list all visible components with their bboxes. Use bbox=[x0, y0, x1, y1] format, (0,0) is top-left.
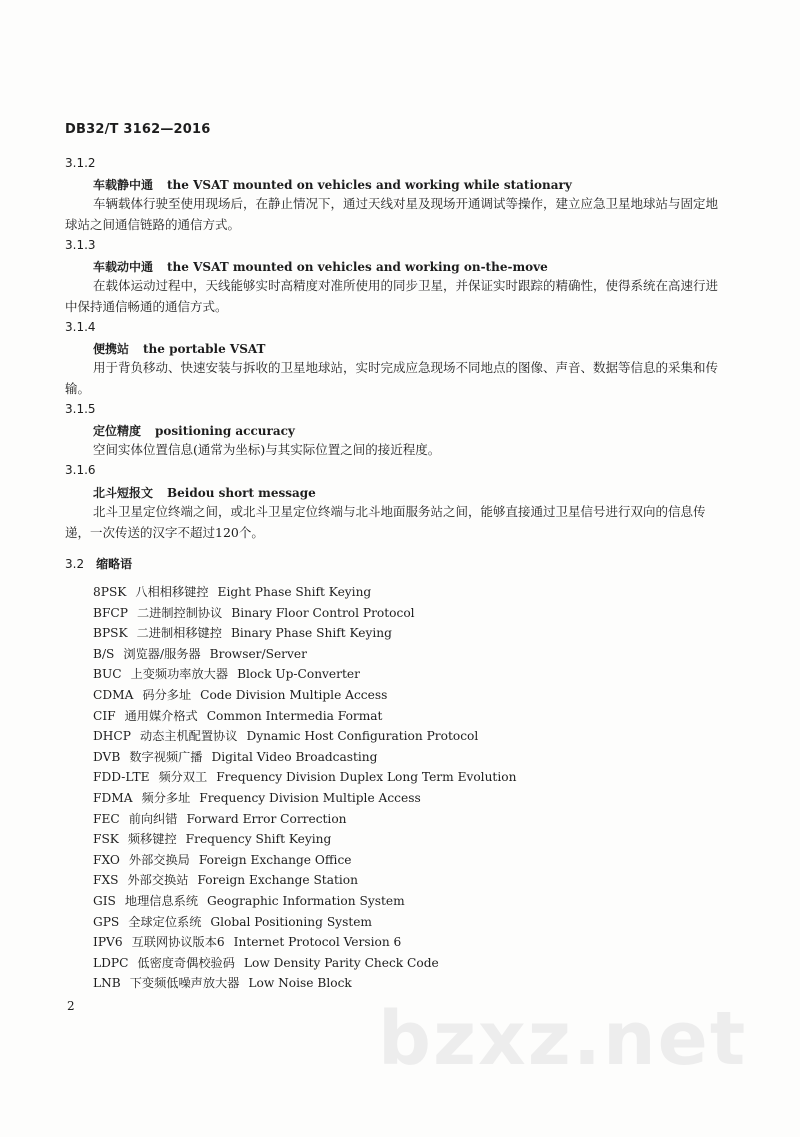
section-title: 缩略语 bbox=[96, 557, 133, 571]
abbreviation-list bbox=[93, 582, 525, 994]
abbreviation-abbr: LDPC bbox=[93, 955, 129, 970]
abbreviation-cn: 下变频低噪声放大器 bbox=[129, 976, 240, 991]
abbreviation-cn: 频分双工 bbox=[158, 770, 208, 785]
term-cn: 便携站 bbox=[93, 342, 130, 356]
definition-text: 用于背负移动、快速安装与拆收的卫星地球站，实时完成应急现场不同地点的图像、声音、数据等信息的采集和传输。 bbox=[65, 360, 719, 396]
abbreviation-row bbox=[93, 953, 525, 974]
abbreviation-abbr: FSK bbox=[93, 832, 119, 847]
abbreviation-cn: 八相相移键控 bbox=[135, 585, 209, 599]
term-en: Beidou short message bbox=[167, 486, 316, 500]
abbreviation-cn: 浏览器/服务器 bbox=[123, 646, 201, 661]
abbreviation-cn: 地理信息系统 bbox=[124, 893, 199, 908]
abbreviations-heading bbox=[65, 555, 132, 572]
abbreviation-abbr: CDMA bbox=[93, 687, 134, 702]
abbreviation-en: Frequency Shift Keying bbox=[185, 832, 332, 847]
term-heading bbox=[93, 484, 316, 501]
term-heading bbox=[93, 340, 265, 357]
abbreviation-row bbox=[93, 726, 525, 747]
abbreviation-row bbox=[93, 664, 525, 685]
abbreviation-cn: 低密度奇偶校验码 bbox=[137, 955, 235, 970]
term-cn: 车载动中通 bbox=[93, 260, 154, 274]
abbreviation-abbr: FEC bbox=[93, 811, 120, 826]
abbreviation-cn: 外部交换站 bbox=[127, 873, 189, 888]
document-id: DB32/T 3162—2016 bbox=[65, 122, 211, 137]
abbreviation-row bbox=[93, 788, 525, 809]
definition-text: 在载体运动过程中，天线能够实时高精度对准所使用的同步卫星，并保证实时跟踪的精确性，使得系统在高速行进中保持通信畅通的通信方式。 bbox=[65, 278, 719, 314]
abbreviation-row bbox=[93, 747, 525, 768]
abbreviation-abbr: DHCP bbox=[93, 729, 131, 744]
section-number: 3.1.6 bbox=[65, 463, 96, 477]
abbreviation-cn: 频分多址 bbox=[141, 790, 191, 805]
abbreviation-cn: 互联网协议版本6 bbox=[131, 935, 225, 950]
abbreviation-row bbox=[93, 809, 525, 830]
abbreviation-en: Frequency Division Duplex Long Term Evolution bbox=[216, 770, 517, 785]
abbreviation-en: Foreign Exchange Station bbox=[197, 873, 358, 888]
abbreviation-en: Digital Video Broadcasting bbox=[211, 749, 378, 764]
abbreviation-row bbox=[93, 623, 525, 644]
abbreviation-abbr: B/S bbox=[93, 646, 115, 661]
abbreviation-row bbox=[93, 850, 525, 871]
term-cn: 北斗短报文 bbox=[93, 486, 154, 500]
abbreviation-en: Binary Phase Shift Keying bbox=[230, 626, 392, 641]
term-cn: 定位精度 bbox=[93, 424, 142, 438]
term-heading bbox=[93, 258, 548, 275]
abbreviation-cn: 频移键控 bbox=[127, 832, 177, 847]
abbreviation-cn: 二进制控制协议 bbox=[136, 605, 223, 620]
abbreviation-abbr: BFCP bbox=[93, 605, 128, 620]
abbreviation-abbr: CIF bbox=[93, 708, 116, 723]
section-number: 3.2 bbox=[65, 557, 85, 571]
abbreviation-row bbox=[93, 685, 525, 706]
abbreviation-abbr: DVB bbox=[93, 749, 121, 764]
abbreviation-row bbox=[93, 891, 525, 912]
abbreviation-abbr: BUC bbox=[93, 667, 122, 682]
term-heading bbox=[93, 176, 572, 193]
page-number: 2 bbox=[67, 999, 75, 1013]
term-en: the portable VSAT bbox=[143, 342, 266, 356]
abbreviation-cn: 外部交换局 bbox=[128, 852, 190, 867]
abbreviation-row bbox=[93, 767, 525, 788]
abbreviation-en: Low Noise Block bbox=[248, 976, 352, 991]
abbreviation-en: Internet Protocol Version 6 bbox=[233, 935, 402, 950]
definition-text: 空间实体位置信息(通常为坐标)与其实际位置之间的接近程度。 bbox=[93, 442, 441, 457]
abbreviation-row bbox=[93, 706, 525, 727]
term-en: the VSAT mounted on vehicles and working on-the-move bbox=[167, 260, 548, 274]
abbreviation-row bbox=[93, 973, 525, 994]
abbreviation-en: Foreign Exchange Office bbox=[198, 852, 352, 867]
abbreviation-cn: 全球定位系统 bbox=[128, 914, 202, 929]
term-heading bbox=[93, 422, 295, 439]
abbreviation-cn: 二进制相移键控 bbox=[136, 626, 222, 641]
term-en: positioning accuracy bbox=[155, 424, 295, 438]
abbreviation-row bbox=[93, 582, 525, 603]
abbreviation-en: Browser/Server bbox=[209, 646, 307, 661]
abbreviation-row bbox=[93, 829, 525, 850]
definition-text: 北斗卫星定位终端之间，或北斗卫星定位终端与北斗地面服务站之间，能够直接通过卫星信号进行双向的信息传递，一次传送的汉字不超过120个。 bbox=[65, 504, 706, 540]
section-number: 3.1.4 bbox=[65, 320, 96, 334]
abbreviation-row bbox=[93, 932, 525, 953]
abbreviation-cn: 数字视频广播 bbox=[129, 749, 203, 764]
watermark: bzxz.net bbox=[378, 996, 748, 1082]
abbreviation-cn: 码分多址 bbox=[142, 687, 192, 702]
abbreviation-abbr: LNB bbox=[93, 976, 121, 991]
abbreviation-row bbox=[93, 912, 525, 933]
abbreviation-abbr: 8PSK bbox=[93, 585, 127, 599]
term-cn: 车载静中通 bbox=[93, 178, 154, 192]
abbreviation-cn: 动态主机配置协议 bbox=[139, 729, 238, 744]
abbreviation-en: Low Density Parity Check Code bbox=[243, 955, 439, 970]
abbreviation-cn: 前向纠错 bbox=[128, 811, 178, 826]
abbreviation-abbr: BPSK bbox=[93, 626, 128, 641]
term-en: the VSAT mounted on vehicles and working while stationary bbox=[167, 178, 572, 192]
abbreviation-abbr: FDD-LTE bbox=[93, 770, 150, 785]
abbreviation-row bbox=[93, 603, 525, 624]
abbreviation-en: Common Intermedia Format bbox=[206, 708, 383, 723]
abbreviation-cn: 通用媒介格式 bbox=[124, 708, 198, 723]
abbreviation-row bbox=[93, 870, 525, 891]
section-number: 3.1.2 bbox=[65, 156, 96, 170]
abbreviation-en: Code Division Multiple Access bbox=[200, 687, 388, 702]
abbreviation-row bbox=[93, 644, 525, 665]
section-number: 3.1.5 bbox=[65, 402, 96, 416]
abbreviation-abbr: GIS bbox=[93, 893, 116, 908]
abbreviation-en: Binary Floor Control Protocol bbox=[231, 605, 415, 620]
abbreviation-en: Forward Error Correction bbox=[186, 811, 347, 826]
abbreviation-en: Eight Phase Shift Keying bbox=[217, 585, 372, 599]
abbreviation-en: Dynamic Host Configuration Protocol bbox=[246, 729, 479, 744]
abbreviation-en: Frequency Division Multiple Access bbox=[199, 790, 421, 805]
abbreviation-cn: 上变频功率放大器 bbox=[130, 667, 229, 682]
abbreviation-abbr: IPV6 bbox=[93, 935, 123, 950]
abbreviation-en: Global Positioning System bbox=[210, 914, 372, 929]
abbreviation-abbr: FDMA bbox=[93, 790, 133, 805]
definition-text: 车辆载体行驶至使用现场后，在静止情况下，通过天线对星及现场开通调试等操作，建立应急卫星地球站与固定地球站之间通信链路的通信方式。 bbox=[65, 196, 719, 232]
abbreviation-abbr: FXO bbox=[93, 852, 120, 867]
abbreviation-en: Block Up-Converter bbox=[237, 667, 360, 682]
abbreviation-abbr: GPS bbox=[93, 914, 120, 929]
section-number: 3.1.3 bbox=[65, 238, 96, 252]
abbreviation-en: Geographic Information System bbox=[207, 893, 405, 908]
abbreviation-abbr: FXS bbox=[93, 873, 119, 888]
